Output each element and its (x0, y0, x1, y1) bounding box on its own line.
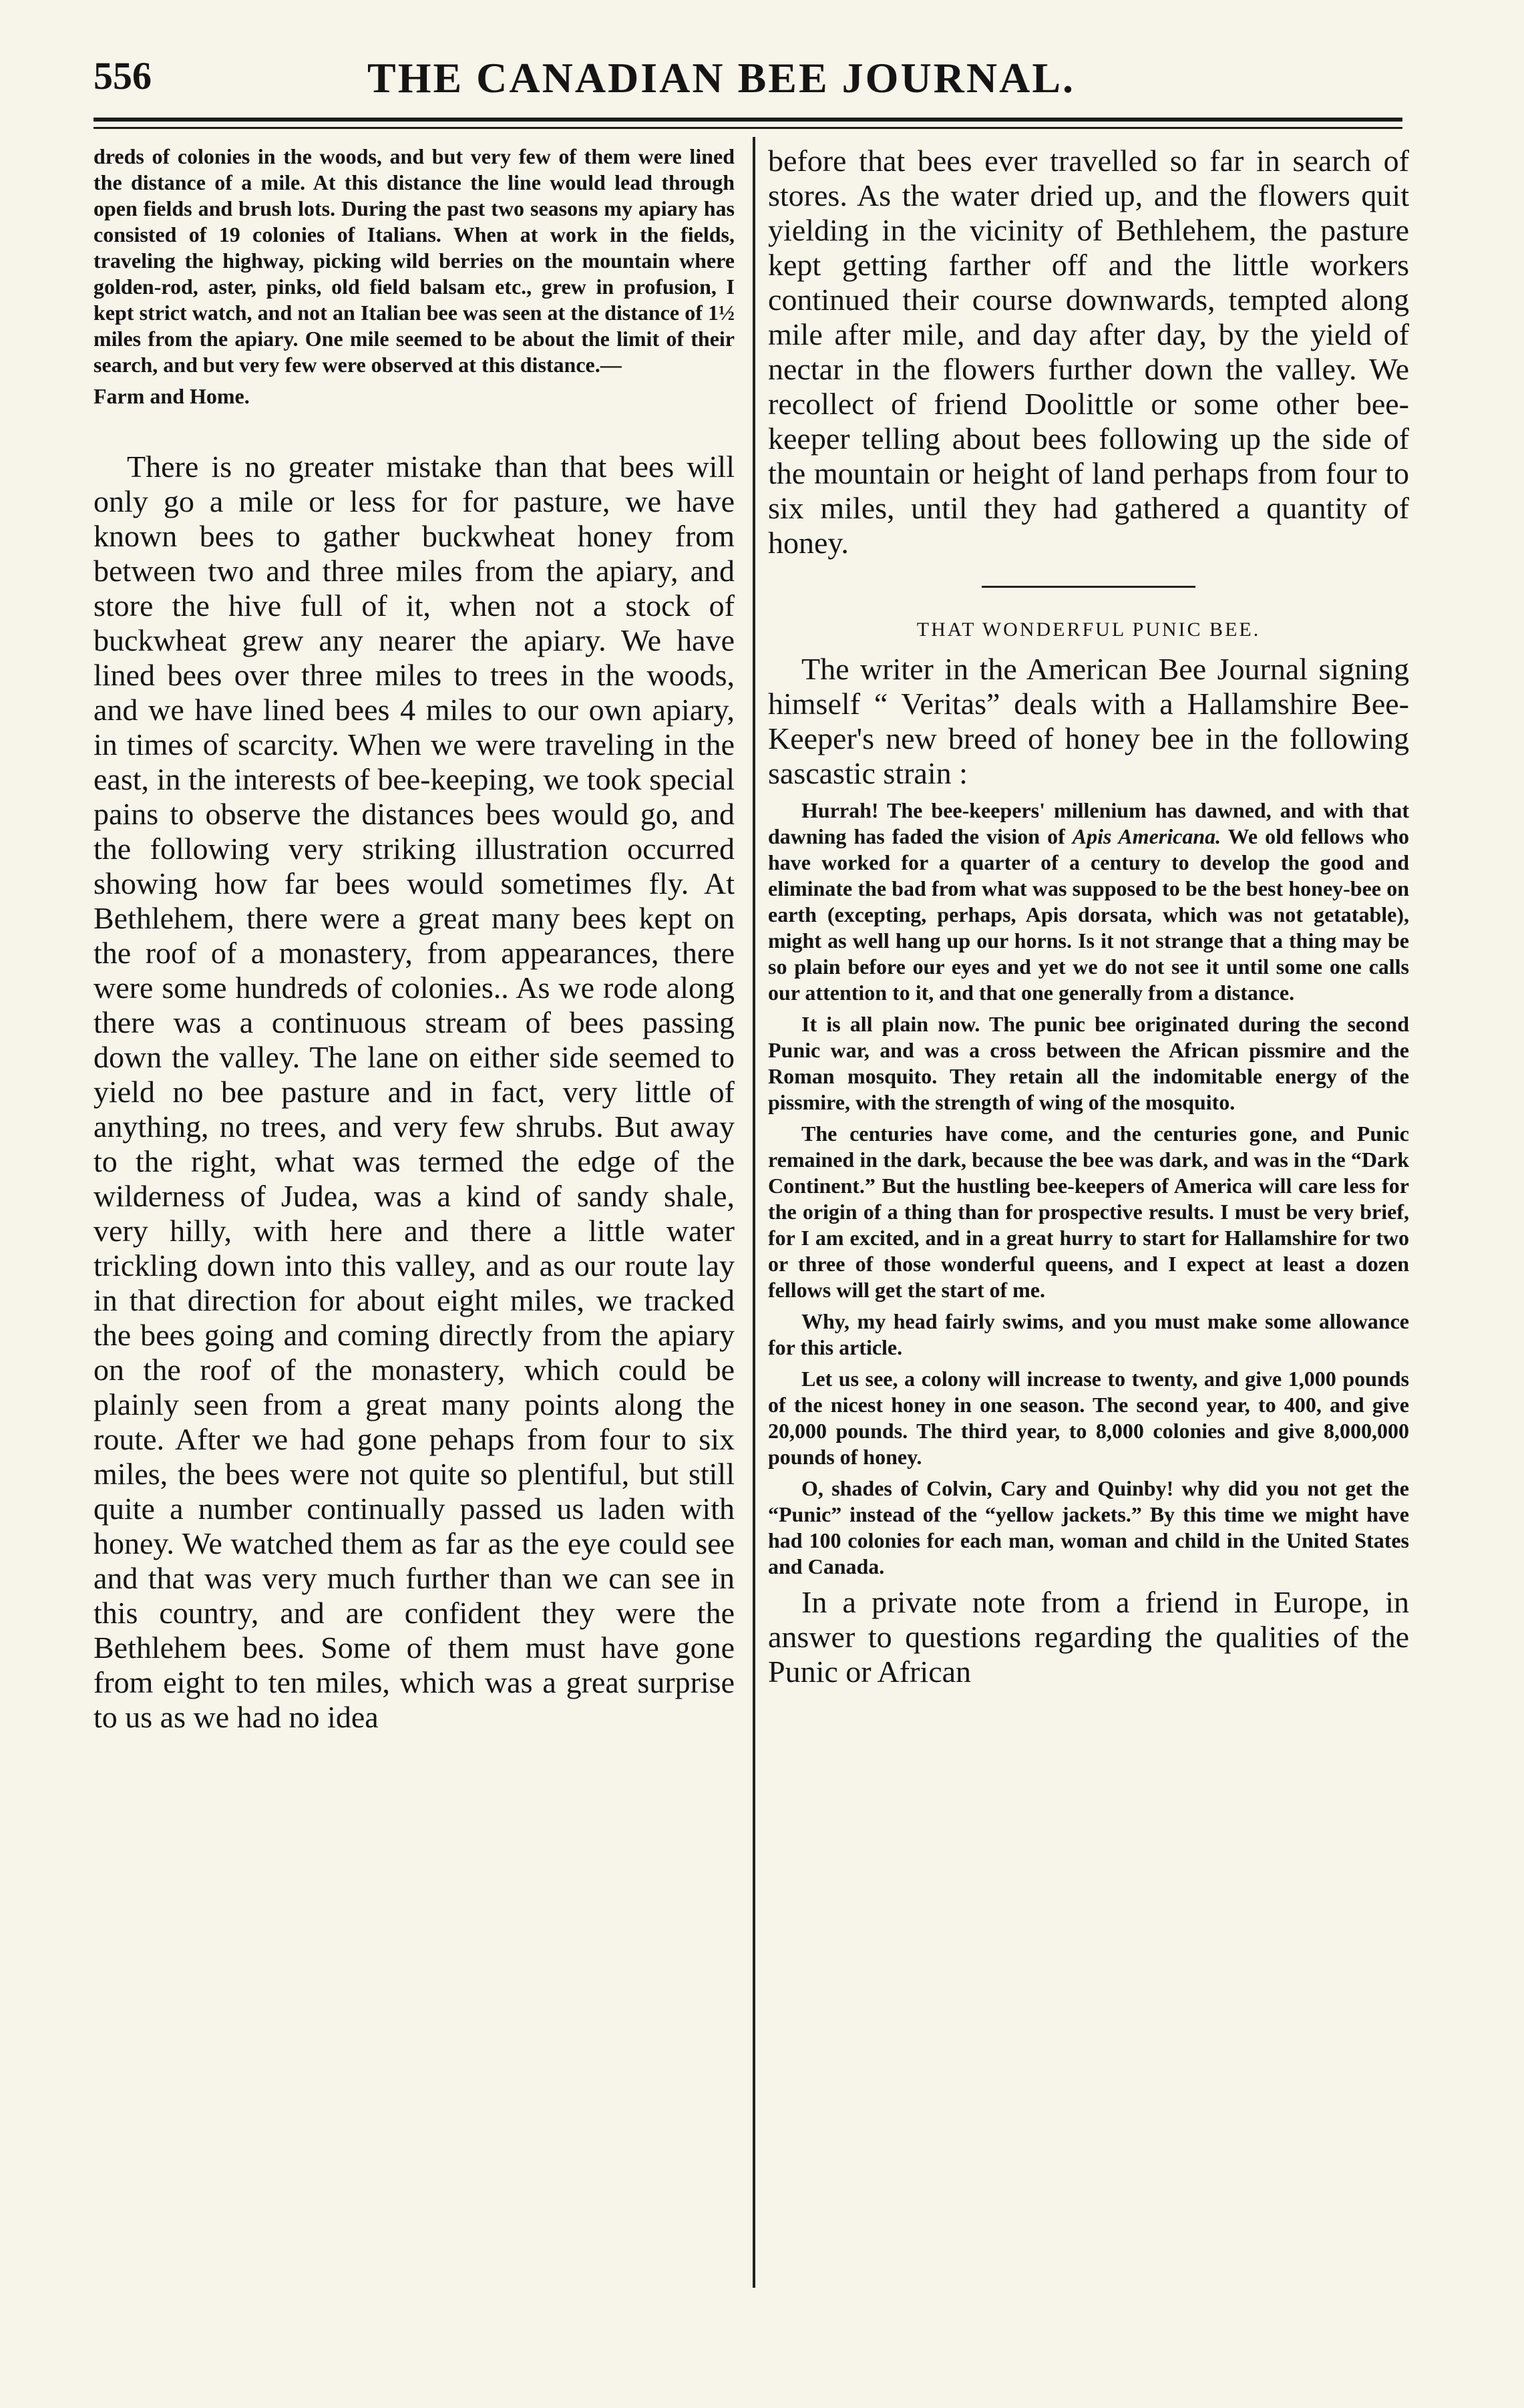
intro-paragraph: The writer in the American Bee Journal signing himself “ Veritas” deals with a Hallamshire Bee-Keeper's new breed of honey bee in the following sascastic strain : (768, 652, 1409, 790)
left-column (93, 144, 735, 1735)
header-rule (93, 118, 1402, 122)
quote-block (768, 798, 1409, 1580)
header-rule-thin (93, 127, 1402, 129)
journal-title: THE CANADIAN BEE JOURNAL. (367, 54, 1075, 102)
quote-paragraph: O, shades of Colvin, Cary and Quinby! why did you not get the “Punic” instead of the “yellow jackets.” By this time we might have had 100 colonies for each man, woman and child in the United States and Canada. (768, 1476, 1409, 1578)
quote-paragraph: Let us see, a colony will increase to twenty, and give 1,000 pounds of the nicest honey in one season. The second year, to 400, and give 20,000 pounds. The third year, to 8,000 colonies and give 8,000,000 pounds of honey. (768, 1367, 1409, 1469)
quote-paragraph: Why, my head fairly swims, and you must make some allowance for this article. (768, 1309, 1409, 1359)
clipping-source: Farm and Home. (93, 384, 250, 408)
section-separator (982, 586, 1195, 588)
section-heading: THAT WONDERFUL PUNIC BEE. (916, 619, 1261, 641)
column-divider (753, 137, 755, 2288)
page-number: 556 (93, 54, 152, 98)
quote-paragraph: It is all plain now. The punic bee originated during the second Punic war, and was a cross between the African pissmire and the Roman mosquito. They retain all the indomitable energy of the pissmire, with the strength of wing of the mosquito. (768, 1012, 1409, 1114)
spacer (93, 415, 735, 450)
page-header (87, 39, 1436, 112)
quote-paragraph: Hurrah! The bee-keepers' millenium has dawned, and with that dawning has faded the vision of Apis Americana. We old fellows who have worked for a quarter of a century to develop the good and eliminate the bad from what was supposed to be the best honey-bee on earth (excepting, perhaps, Apis dorsata, which was not getatable), might as well hang up our horns. Is it not strange that a thing may be so plain before our eyes and yet we do not see it until some one calls our attention to it, and that one generally from a distance. (768, 798, 1410, 1005)
closing-paragraph: In a private note from a friend in Europe, in answer to questions regarding the qualities of the Punic or African (768, 1585, 1409, 1689)
right-column (768, 144, 1409, 1689)
quote-paragraph: The centuries have come, and the centuries gone, and Punic remained in the dark, because the bee was dark, and was in the “Dark Continent.” But the hustling bee-keepers of America will care less for the origin of a thing than for prospective results. I must be very brief, for I am excited, and in a great hurry to start for Hallamshire for two or three of those wonderful queens, and I expect at least a dozen fellows will get the start of me. (768, 1122, 1409, 1302)
clipping-paragraph: dreds of colonies in the woods, and but very few of them were lined the distance of a mile. At this distance the line would lead through open fields and brush lots. During the past two seasons my apiary has consisted of 19 colonies of Italians. When at work in the fields, traveling the highway, picking wild berries on the mountain where golden-rod, aster, pinks, old field balsam etc., grew in profusion, I kept strict watch, and not an Italian bee was seen at the distance of 1½ miles from the apiary. One mile seemed to be about the limit of their search, and but very few were observed at this distance.— (93, 144, 735, 377)
editorial-continued: before that bees ever travelled so far in search of stores. As the water dried up, and the flowers quit yielding in the vicinity of Bethlehem, the pasture kept getting farther off and the little workers continued their course downwards, tempted along mile after mile, and day after day, by the yield of nectar in the flowers further down the valley. We recollect of friend Doolittle or some other bee-keeper telling about bees following up the side of the mountain or height of land perhaps from four to six miles, until they had gathered a quantity of honey. (768, 144, 1409, 560)
editorial-paragraph: There is no greater mistake than that bees will only go a mile or less for for pasture, we have known bees to gather buckwheat honey from between two and three miles from the apiary, and store the hive full of it, when not a stock of buckwheat grew any nearer the apiary. We have lined bees over three miles to trees in the woods, and we have lined bees 4 miles to our own apiary, in times of scarcity. When we were traveling in the east, in the interests of bee-keeping, we took special pains to observe the distances bees would go, and the following very striking illustration occurred showing how far bees would sometimes fly. At Bethlehem, there were a great many bees kept on the roof of a monastery, from appearances, there were some hundreds of colonies.. As we rode along there was a continuous stream of bees passing down the valley. The lane on either side seemed to yield no bee pasture and in fact, very little of anything, no trees, and very few shrubs. But away to the right, what was termed the edge of the wilderness of Judea, was a kind of sandy shale, very hilly, with here and there a little water trickling down into this valley, and as our route lay in that direction for about eight miles, we tracked the bees going and coming directly from the apiary on the roof of the monastery, which could be plainly seen from a great many points along the route. After we had gone pehaps from four to six miles, the bees were not quite so plentiful, but still quite a number continually passed us laden with honey. We watched them as far as the eye could see and that was very much further than we can see in this country, and are confident they were the Bethlehem bees. Some of them must have gone from eight to ten miles, which was a great surprise to us as we had no idea (93, 450, 735, 1734)
